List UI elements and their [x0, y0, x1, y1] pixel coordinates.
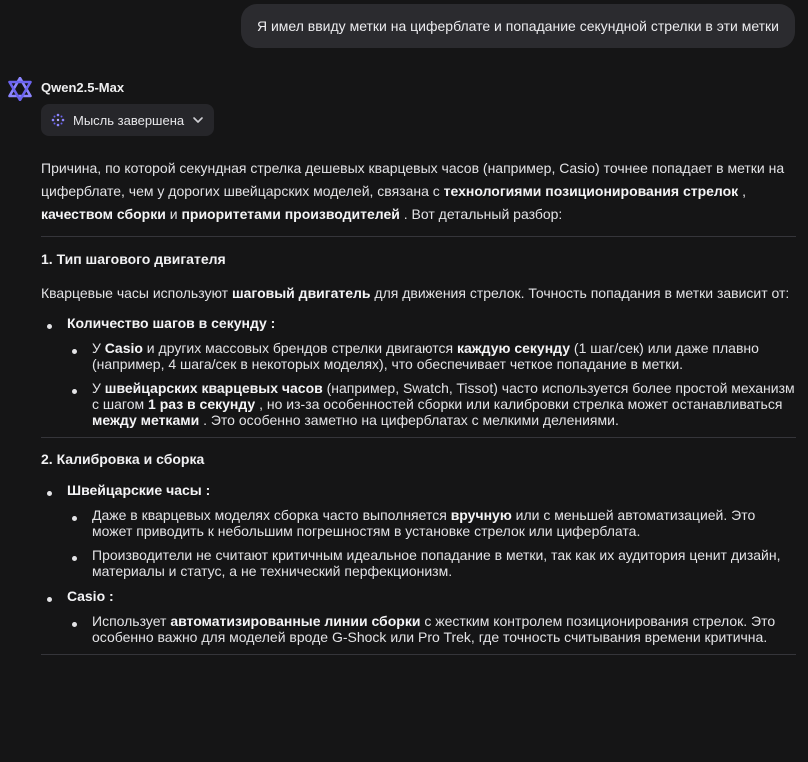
sparkle-dots-icon	[51, 113, 65, 127]
list-item: Швейцарские часы :	[41, 482, 796, 498]
section-1-heading: 1. Тип шагового двигателя	[41, 251, 226, 267]
list-item: У швейцарских кварцевых часов (например, Swatch, Tissot) часто используется более простой механизм с шагом 1 раз в секунду , но из-за особенностей сборки или калибровки стрелка может останавливаться между метками . Это особенно заметно на циферблатах с мелкими делениями.	[41, 380, 796, 428]
divider	[41, 236, 796, 237]
list-item: Casio :	[41, 588, 796, 604]
list-item: Использует автоматизированные линии сборки с жестким контролем позиционирования стрелок. Это особенно важно для моделей вроде G-Shock или Pro Trek, где точность считывания времени критична.	[41, 613, 796, 645]
list-item: Производители не считают критичным идеальное попадание в метки, так как их аудитория ценит дизайн, материалы и статус, а не технический перфекционизм.	[41, 547, 796, 579]
section-1-list	[41, 315, 796, 428]
thought-status-label: Мысль завершена	[73, 112, 185, 128]
user-message-bubble: Я имел ввиду метки на циферблате и попадание секундной стрелки в эти метки	[241, 4, 795, 48]
qwen-logo-icon	[8, 77, 32, 101]
list-item: У Casio и других массовых брендов стрелки двигаются каждую секунду (1 шаг/сек) или даже плавно (например, 4 шага/сек в некоторых моделях), что обеспечивает четкое попадание в метки.	[41, 340, 796, 372]
section-1-lead: Кварцевые часы используют шаговый двигатель для движения стрелок. Точность попадания в метки зависит от:	[41, 285, 790, 301]
assistant-response	[41, 157, 796, 655]
divider	[41, 654, 796, 655]
section-2-list	[41, 482, 796, 645]
model-name: Qwen2.5-Max	[41, 80, 125, 95]
divider	[41, 437, 796, 438]
list-item: Даже в кварцевых моделях сборка часто выполняется вручную или с меньшей автоматизацией. Это может приводить к небольшим погрешностям в установке стрелок или циферблата.	[41, 507, 796, 539]
section-2-heading: 2. Калибровка и сборка	[41, 451, 205, 467]
intro-paragraph: Причина, по которой секундная стрелка дешевых кварцевых часов (например, Casio) точнее попадает в метки на циферблате, чем у дорогих швейцарских моделей, связана с технологиями позиционирования стрелок , качеством сборки и приоритетами производителей . Вот детальный разбор:	[41, 160, 785, 222]
thought-status-toggle[interactable]	[41, 104, 214, 136]
list-item: Количество шагов в секунду :	[41, 315, 796, 331]
chevron-down-icon	[192, 114, 204, 126]
